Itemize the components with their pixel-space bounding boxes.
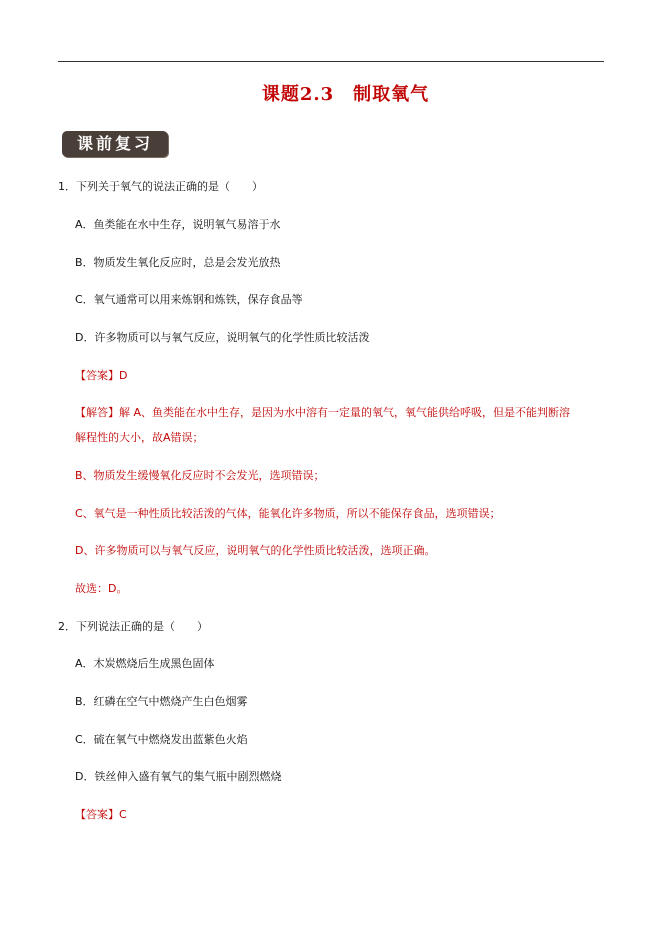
analysis-line-3: B、物质发生缓慢氧化反应时不会发光，选项错误； [75, 469, 325, 482]
analysis-line-5: D、许多物质可以与氧气反应，说明氧气的化学性质比较活泼，选项正确。 [75, 544, 436, 557]
question-2-option-c: C．硫在氧气中燃烧发出蓝紫色火焰 [75, 733, 248, 746]
page-title: 课题2.3 制取氧气 [261, 84, 430, 105]
question-2-option-d: D．铁丝伸入盛有氧气的集气瓶中剧烈燃烧 [75, 770, 282, 783]
header-rule [58, 61, 604, 62]
analysis-text: 解 A、鱼类能在水中生存，是因为水中溶有一定量的氧气，氧气能供给呼吸，但是不能判断溶 [119, 406, 571, 419]
answer-label: 【答案】 [75, 808, 119, 821]
analysis-label: 【解答】 [75, 406, 119, 419]
question-1-answer [75, 369, 127, 383]
analysis-line-4: C、氧气是一种性质比较活泼的气体，能氧化许多物质，所以不能保存食品，选项错误； [75, 507, 501, 520]
answer-value: C [119, 808, 127, 821]
analysis-line-2: 解程性的大小，故A错误； [75, 431, 204, 444]
question-1-stem: 1．下列关于氧气的说法正确的是（ ） [58, 180, 263, 193]
analysis-line-6: 故选：D。 [75, 582, 128, 595]
question-2-option-b: B．红磷在空气中燃烧产生白色烟雾 [75, 695, 248, 708]
question-2-option-a: A．木炭燃烧后生成黑色固体 [75, 657, 215, 670]
section-badge-label: 课前复习 [76, 134, 153, 153]
section-badge [62, 131, 168, 157]
question-2-stem: 2．下列说法正确的是（ ） [58, 620, 208, 633]
question-2-answer [75, 808, 127, 822]
question-1-option-d: D．许多物质可以与氧气反应，说明氧气的化学性质比较活泼 [75, 331, 370, 344]
question-1-option-b: B．物质发生氧化反应时，总是会发光放热 [75, 256, 281, 269]
question-1-option-a: A．鱼类能在水中生存，说明氧气易溶于水 [75, 218, 281, 231]
question-1-option-c: C．氧气通常可以用来炼钢和炼铁，保存食品等 [75, 293, 303, 306]
analysis-line-1 [75, 406, 570, 420]
answer-value: D [119, 369, 128, 382]
answer-label: 【答案】 [75, 369, 119, 382]
